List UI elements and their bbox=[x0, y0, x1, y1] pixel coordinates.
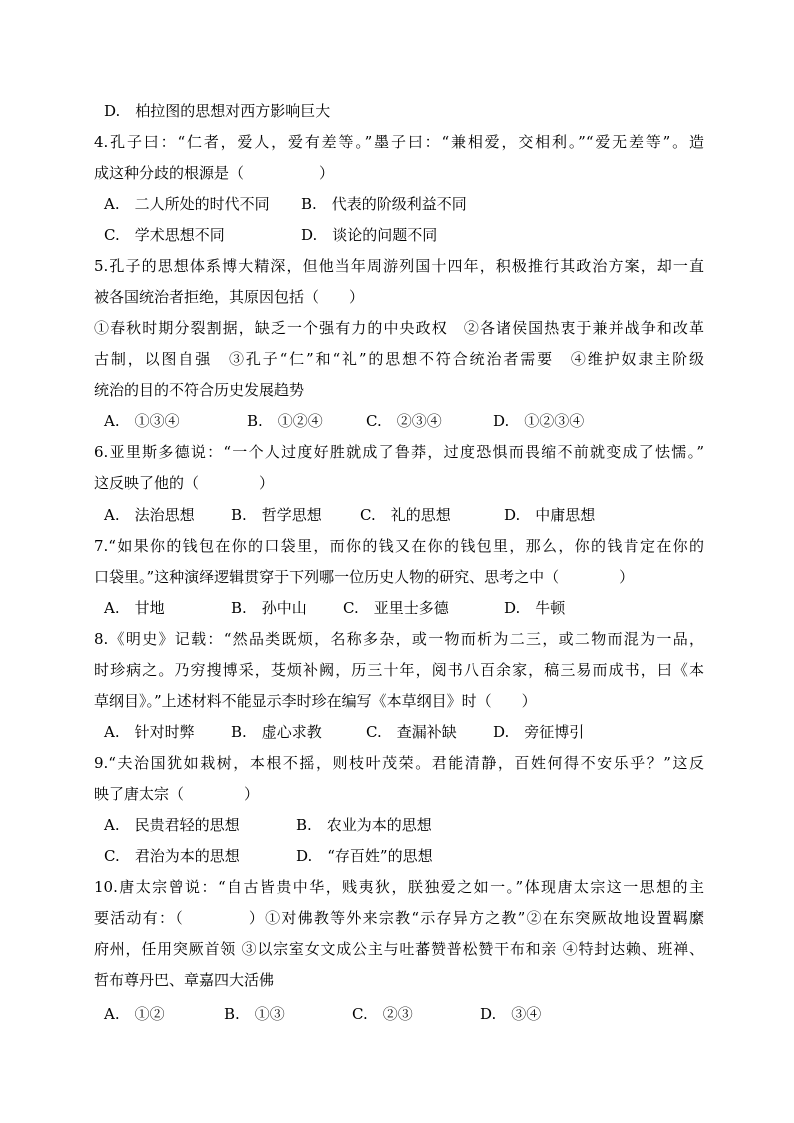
q7-option-a: A. 甘地 bbox=[104, 599, 165, 617]
q8-option-a: A. 针对时弊 bbox=[104, 723, 195, 741]
q9-option-b: B. 农业为本的思想 bbox=[296, 816, 432, 834]
q10-option-d: D. ③④ bbox=[480, 1005, 542, 1023]
q8-stem-line-2: 时珍病之。乃穷搜博采，芟烦补阙，历三十年，阅书八百余家，稿三易而成书，曰《本 bbox=[94, 661, 704, 679]
q10-stem-line-2: 要活动有：（ ）①对佛教等外来宗教“示存异方之教”②在东突厥故地设置羁縻 bbox=[94, 909, 704, 927]
q7-stem-line-1: 7.“如果你的钱包在你的口袋里，而你的钱又在你的钱包里，那么，你的钱肯定在你的 bbox=[94, 537, 704, 555]
q6-option-d: D. 中庸思想 bbox=[504, 506, 596, 524]
q4-option-d: D. 谈论的问题不同 bbox=[301, 226, 438, 244]
q4-option-b: B. 代表的阶级利益不同 bbox=[301, 195, 467, 213]
q5-stem-line-4: 古制，以图自强 ③孔子“仁”和“礼”的思想不符合统治者需要 ④维护奴隶主阶级 bbox=[94, 350, 704, 368]
q4-option-c: C. 学术思想不同 bbox=[104, 226, 225, 244]
q4-stem-line-1: 4.孔子曰：“仁者，爱人，爱有差等。”墨子曰：“兼相爱，交相利。”“爱无差等”。造 bbox=[94, 133, 704, 151]
q10-stem-line-3: 府州，任用突厥首领 ③以宗室女文成公主与吐蕃赞普松赞干布和亲 ④特封达赖、班禅、 bbox=[94, 940, 704, 958]
q7-option-c: C. 亚里士多德 bbox=[343, 599, 449, 617]
q9-option-d: D. “存百姓”的思想 bbox=[296, 847, 433, 865]
q5-option-a: A. ①③④ bbox=[104, 412, 180, 430]
q5-stem-line-5: 统治的目的不符合历史发展趋势 bbox=[94, 381, 305, 399]
q9-option-a: A. 民贵君轻的思想 bbox=[104, 816, 240, 834]
q8-stem-line-3: 草纲目》。”上述材料不能显示李时珍在编写《本草纲目》时（ ） bbox=[94, 692, 537, 710]
q9-stem-line-2: 映了唐太宗（ ） bbox=[94, 785, 260, 803]
q8-option-d: D. 旁征博引 bbox=[493, 723, 585, 741]
q4-option-a: A. 二人所处的时代不同 bbox=[104, 195, 270, 213]
q6-option-c: C. 礼的思想 bbox=[360, 506, 451, 524]
q5-option-d: D. ①②③④ bbox=[493, 412, 585, 430]
q4-stem-line-2: 成这种分歧的根源是（ ） bbox=[94, 164, 335, 182]
q3-option-d: D. 柏拉图的思想对西方影响巨大 bbox=[104, 102, 331, 120]
q5-stem-line-1: 5.孔子的思想体系博大精深，但他当年周游列国十四年，积极推行其政治方案，却一直 bbox=[94, 257, 704, 275]
q6-option-a: A. 法治思想 bbox=[104, 506, 195, 524]
q10-stem-line-1: 10.唐太宗曾说：“自古皆贵中华，贱夷狄，朕独爱之如一。”体现唐太宗这一思想的主 bbox=[94, 878, 704, 896]
q5-option-c: C. ②③④ bbox=[366, 412, 442, 430]
q7-option-b: B. 孙中山 bbox=[231, 599, 307, 617]
q8-option-c: C. 查漏补缺 bbox=[366, 723, 457, 741]
q7-stem-line-2: 口袋里。”这种演绎逻辑贯穿于下列哪一位历史人物的研究、思考之中（ ） bbox=[94, 568, 635, 586]
q10-option-a: A. ①② bbox=[104, 1005, 165, 1023]
q6-option-b: B. 哲学思想 bbox=[231, 506, 322, 524]
q6-stem-line-2: 这反映了他的（ ） bbox=[94, 474, 275, 492]
q5-stem-line-3: ①春秋时期分裂割据，缺乏一个强有力的中央政权 ②各诸侯国热衷于兼并战争和改革 bbox=[94, 319, 704, 337]
q10-stem-line-4: 哲布尊丹巴、章嘉四大活佛 bbox=[94, 971, 275, 989]
q6-stem-line-1: 6.亚里斯多德说：“一个人过度好胜就成了鲁莽，过度恐惧而畏缩不前就变成了怯懦。” bbox=[94, 443, 704, 461]
q8-option-b: B. 虚心求教 bbox=[231, 723, 322, 741]
q9-option-c: C. 君治为本的思想 bbox=[104, 847, 240, 865]
q9-stem-line-1: 9.“夫治国犹如栽树，本根不摇，则枝叶茂荣。君能清静，百姓何得不安乐乎？”这反 bbox=[94, 754, 704, 772]
q7-option-d: D. 牛顿 bbox=[504, 599, 566, 617]
q10-option-c: C. ②③ bbox=[352, 1005, 413, 1023]
q5-stem-line-2: 被各国统治者拒绝，其原因包括（ ） bbox=[94, 288, 365, 306]
q8-stem-line-1: 8.《明史》记载：“然品类既烦，名称多杂，或一物而析为二三，或二物而混为一品， bbox=[94, 630, 704, 648]
q10-option-b: B. ①③ bbox=[224, 1005, 285, 1023]
q5-option-b: B. ①②④ bbox=[247, 412, 323, 430]
